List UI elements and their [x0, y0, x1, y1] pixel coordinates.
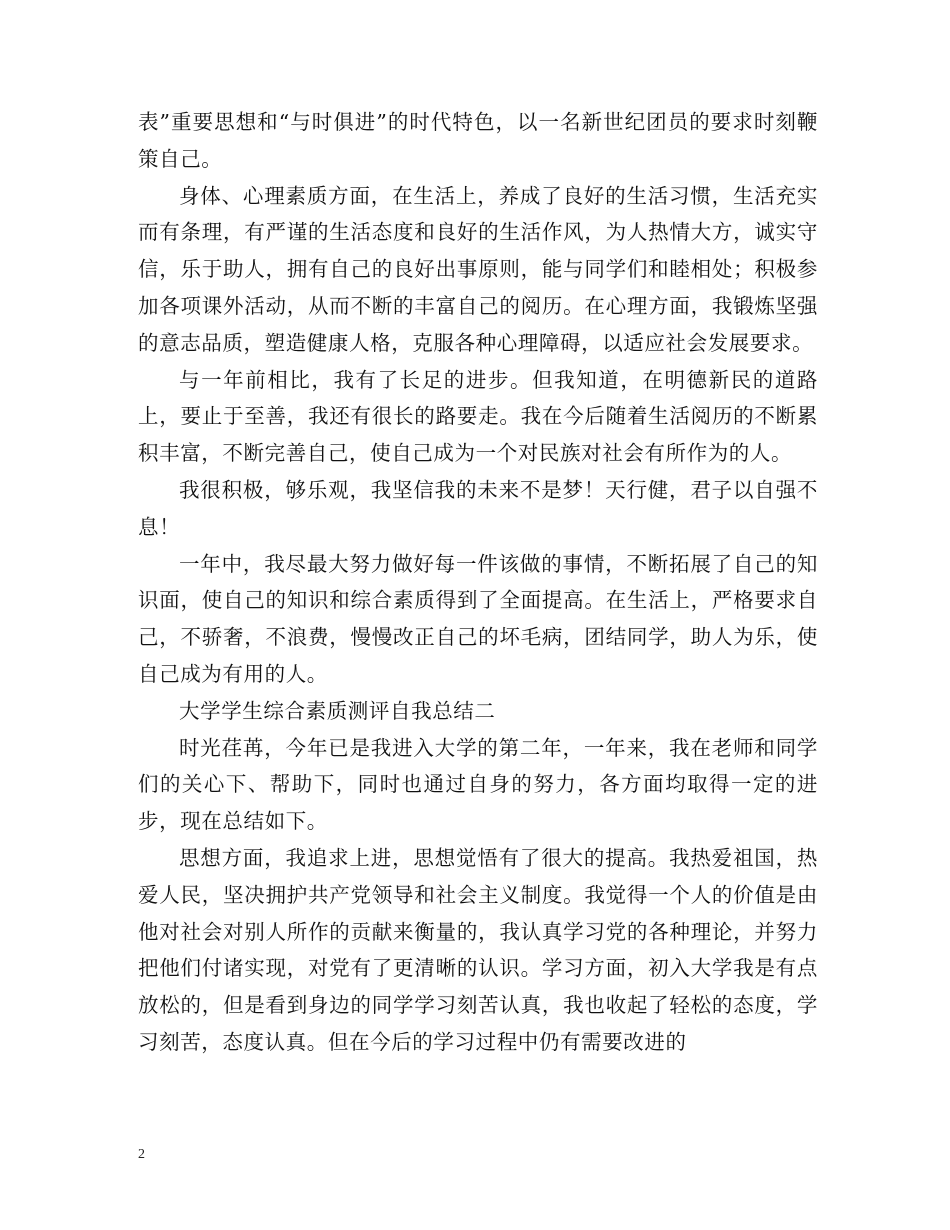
page-number: 2: [138, 1147, 145, 1162]
section-heading: 大学学生综合素质测评自我总结二: [179, 698, 496, 723]
paragraph-second-year-intro: 时光荏苒，今年已是我进入大学的第二年，一年来，我在老师和同学们的关心下、帮助下，同时也通过自身的努力，各方面均取得一定的进步，现在总结如下。: [138, 735, 818, 834]
body-text: [138, 104, 818, 1061]
paragraph-physical-mental-quality: 身体、心理素质方面，在生活上，养成了良好的生活习惯，生活充实而有条理，有严谨的生活态度和良好的生活作风，为人热情大方，诚实守信，乐于助人，拥有自己的良好出事原则，能与同学们和睦相处；积极参加各项课外活动，从而不断的丰富自己的阅历。在心理方面，我锻炼坚强的意志品质，塑造健康人格，克服各种心理障碍，以适应社会发展要求。: [138, 183, 818, 355]
paragraph-continuation: 表”重要思想和“与时俱进”的时代特色，以一名新世纪团员的要求时刻鞭策自己。: [138, 110, 818, 171]
paragraph-optimism: 我很积极，够乐观，我坚信我的未来不是梦！天行健，君子以自强不息！: [138, 477, 818, 539]
paragraph-progress: 与一年前相比，我有了长足的进步。但我知道，在明德新民的道路上，要止于至善，我还有很长的路要走。我在今后随着生活阅历的不断累积丰富，不断完善自己，使自己成为一个对民族对社会有所作为的人。: [138, 367, 818, 466]
paragraph-year-summary: 一年中，我尽最大努力做好每一件该做的事情，不断拓展了自己的知识面，使自己的知识和综合素质得到了全面提高。在生活上，严格要求自己，不骄奢，不浪费，慢慢改正自己的坏毛病，团结同学，助人为乐，使自己成为有用的人。: [138, 551, 818, 686]
paragraph-ideology-study: 思想方面，我追求上进，思想觉悟有了很大的提高。我热爱祖国，热爱人民，坚决拥护共产党领导和社会主义制度。我觉得一个人的价值是由他对社会对别人所作的贡献来衡量的，我认真学习党的各种理论，并努力把他们付诸实现，对党有了更清晰的认识。学习方面，初入大学我是有点放松的，但是看到身边的同学学习刻苦认真，我也收起了轻松的态度，学习刻苦，态度认真。但在今后的学习过程中仍有需要改进的: [138, 845, 818, 1054]
